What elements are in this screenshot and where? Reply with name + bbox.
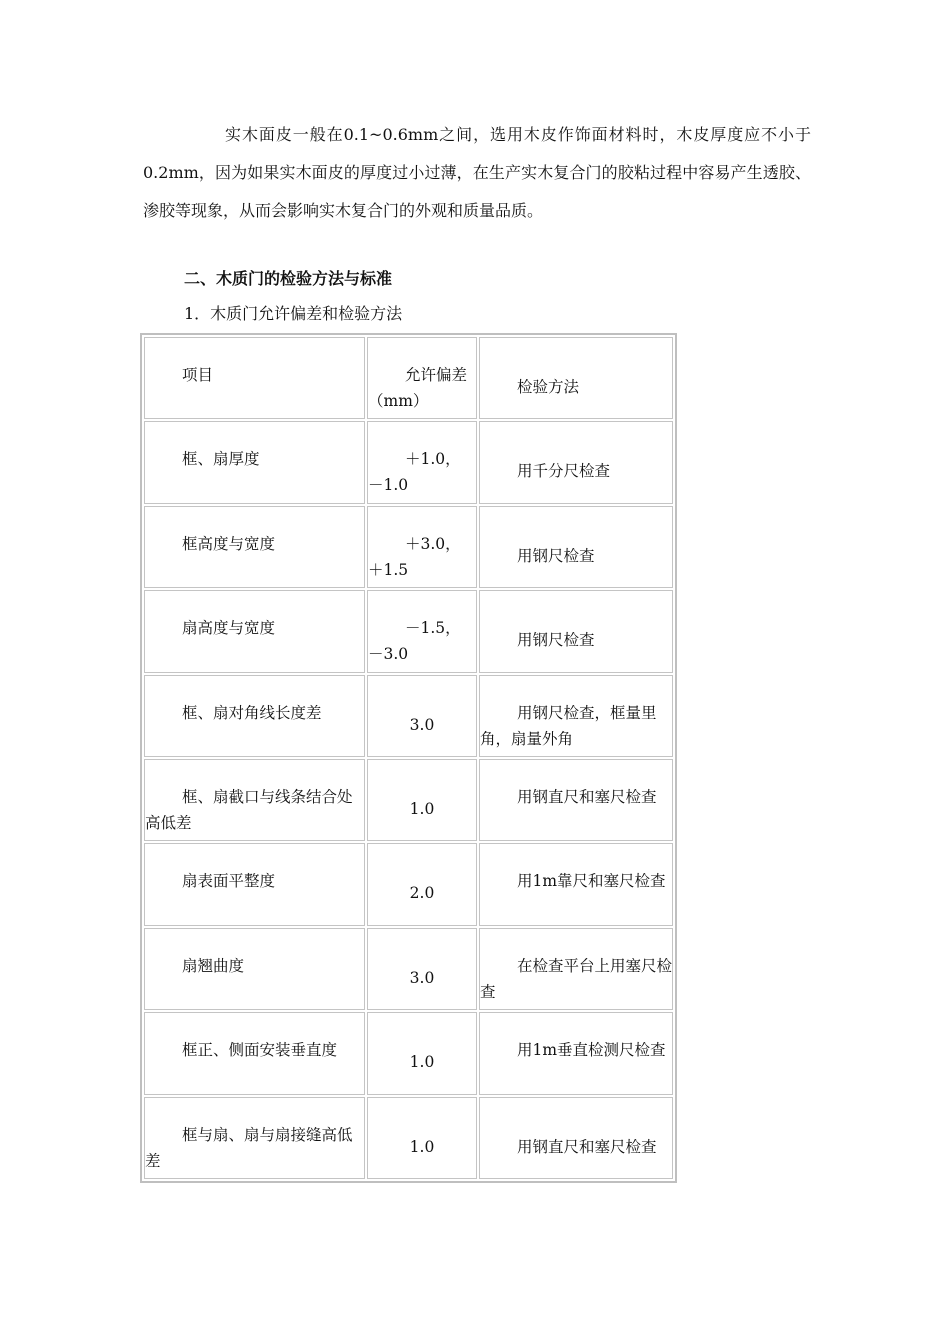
item-cell: 扇翘曲度 — [144, 928, 365, 1010]
method-cell: 用1m垂直检测尺检查 — [479, 1012, 673, 1094]
tolerance-cell: ＋3.0，＋1.5 — [367, 506, 477, 588]
tolerance-cell: 1.0 — [367, 1097, 477, 1179]
item-cell: 扇高度与宽度 — [144, 590, 365, 672]
tolerance-cell: －1.5，－3.0 — [367, 590, 477, 672]
item-cell: 框与扇、扇与扇接缝高低差 — [144, 1097, 365, 1179]
header-cell: 允许偏差（mm） — [367, 337, 477, 419]
table-row — [144, 928, 673, 1010]
method-cell: 用千分尺检查 — [479, 421, 673, 503]
tolerance-cell: 3.0 — [367, 928, 477, 1010]
tolerance-cell: 1.0 — [367, 759, 477, 841]
tolerance-cell: 2.0 — [367, 843, 477, 925]
table-row — [144, 843, 673, 925]
table-row — [144, 675, 673, 757]
tolerance-cell: ＋1.0，－1.0 — [367, 421, 477, 503]
subsection-heading: 1．木质门允许偏差和检验方法 — [184, 304, 403, 323]
method-cell: 用钢直尺和塞尺检查 — [479, 1097, 673, 1179]
method-cell: 在检查平台上用塞尺检查 — [479, 928, 673, 1010]
tolerance-cell: 3.0 — [367, 675, 477, 757]
method-cell: 用1m靠尺和塞尺检查 — [479, 843, 673, 925]
item-cell: 框高度与宽度 — [144, 506, 365, 588]
table-row — [144, 506, 673, 588]
header-cell: 检验方法 — [479, 337, 673, 419]
section-heading: 二、木质门的检验方法与标准 — [184, 269, 393, 288]
header-cell: 项目 — [144, 337, 365, 419]
table-row — [144, 759, 673, 841]
tolerance-cell: 1.0 — [367, 1012, 477, 1094]
intro-paragraph: 实木面皮一般在0.1~0.6mm之间，选用木皮作饰面材料时，木皮厚度应不小于0.2mm，因为如果实木面皮的厚度过小过薄，在生产实木复合门的胶粘过程中容易产生透胶、渗胶等现象，从而会影响实木复合门的外观和质量品质。 — [143, 125, 811, 220]
table-header-row — [144, 337, 673, 419]
table-row — [144, 1012, 673, 1094]
item-cell: 框、扇对角线长度差 — [144, 675, 365, 757]
method-cell: 用钢尺检查，框量里角，扇量外角 — [479, 675, 673, 757]
table-row — [144, 421, 673, 503]
tolerance-table — [140, 333, 677, 1183]
table-row — [144, 590, 673, 672]
method-cell: 用钢尺检查 — [479, 506, 673, 588]
method-cell: 用钢直尺和塞尺检查 — [479, 759, 673, 841]
item-cell: 框正、侧面安装垂直度 — [144, 1012, 365, 1094]
item-cell: 框、扇厚度 — [144, 421, 365, 503]
item-cell: 扇表面平整度 — [144, 843, 365, 925]
table-row — [144, 1097, 673, 1179]
item-cell: 框、扇截口与线条结合处高低差 — [144, 759, 365, 841]
method-cell: 用钢尺检查 — [479, 590, 673, 672]
